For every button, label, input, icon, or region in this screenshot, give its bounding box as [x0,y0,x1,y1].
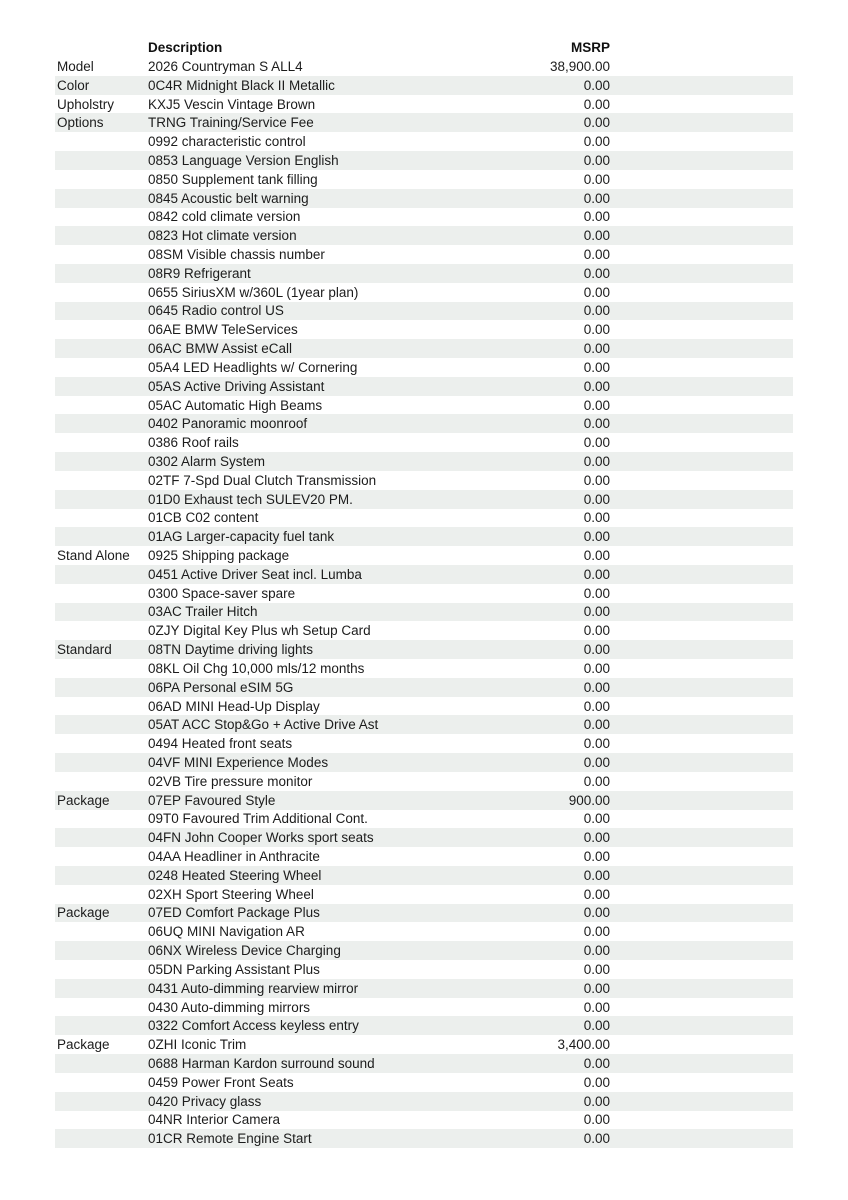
row-msrp: 0.00 [583,642,610,658]
table-row [55,283,793,302]
table-row [55,753,793,772]
row-description: 04VF MINI Experience Modes [148,754,329,770]
row-msrp: 0.00 [583,228,610,244]
row-description: 01CR Remote Engine Start [148,1131,312,1147]
row-msrp: 0.00 [583,303,610,319]
row-description: 02TF 7-Spd Dual Clutch Transmission [148,472,377,488]
table-row [55,320,793,339]
row-category: Color [57,77,90,93]
table-row [55,979,793,998]
vehicle-options-price-table [55,38,793,1148]
row-description: 05AC Automatic High Beams [148,397,323,413]
row-description: 04FN John Cooper Works sport seats [148,830,374,846]
row-msrp: 0.00 [583,548,610,564]
row-msrp: 0.00 [583,416,610,432]
row-msrp: 0.00 [583,623,610,639]
row-msrp: 0.00 [583,679,610,695]
table-row [55,715,793,734]
row-msrp: 0.00 [583,924,610,940]
row-msrp: 0.00 [583,1055,610,1071]
row-description: 0992 characteristic control [148,134,306,150]
table-row [55,151,793,170]
row-description: 07EP Favoured Style [148,792,276,808]
table-row [55,828,793,847]
row-msrp: 0.00 [583,717,610,733]
row-description: TRNG Training/Service Fee [148,115,314,131]
table-row [55,264,793,283]
row-description: KXJ5 Vescin Vintage Brown [148,96,316,112]
row-description: 04NR Interior Camera [148,1112,281,1128]
table-row [55,1054,793,1073]
row-description: 05DN Parking Assistant Plus [148,961,320,977]
row-msrp: 0.00 [583,980,610,996]
row-msrp: 0.00 [583,736,610,752]
row-description: 0688 Harman Kardon surround sound [148,1055,375,1071]
row-msrp: 0.00 [583,1112,610,1128]
row-msrp: 0.00 [583,999,610,1015]
row-msrp: 0.00 [583,529,610,545]
row-description: 08SM Visible chassis number [148,247,325,263]
row-category: Package [57,792,110,808]
row-msrp: 0.00 [583,453,610,469]
row-description: 0420 Privacy glass [148,1093,262,1109]
row-category: Model [57,58,94,74]
row-description: 0ZJY Digital Key Plus wh Setup Card [148,623,371,639]
table-row [55,509,793,528]
table-row [55,922,793,941]
row-category: Package [57,1037,110,1053]
table-row [55,621,793,640]
row-category: Standard [57,642,112,658]
row-description: 0459 Power Front Seats [148,1074,294,1090]
row-msrp: 0.00 [583,397,610,413]
table-row [55,1129,793,1148]
table-row [55,772,793,791]
row-msrp: 0.00 [583,905,610,921]
row-msrp: 0.00 [583,152,610,168]
row-msrp: 900.00 [568,792,610,808]
table-row [55,960,793,979]
row-description: 03AC Trailer Hitch [148,604,258,620]
row-msrp: 38,900.00 [549,58,610,74]
row-msrp: 0.00 [583,1131,610,1147]
table-row [55,584,793,603]
table-row [55,396,793,415]
row-description: 0431 Auto-dimming rearview mirror [148,980,359,996]
row-description: 06PA Personal eSIM 5G [148,679,294,695]
row-description: 0386 Roof rails [148,435,239,451]
row-msrp: 0.00 [583,961,610,977]
table-body [55,57,793,1148]
row-msrp: 0.00 [583,209,610,225]
row-msrp: 0.00 [583,491,610,507]
table-row [55,1016,793,1035]
row-description: 08TN Daytime driving lights [148,642,314,658]
table-row [55,208,793,227]
table-row [55,904,793,923]
table-row [55,490,793,509]
table-row [55,358,793,377]
table-row [55,603,793,622]
row-description: 05A4 LED Headlights w/ Cornering [148,359,358,375]
row-msrp: 0.00 [583,1074,610,1090]
row-msrp: 0.00 [583,77,610,93]
row-description: 01AG Larger-capacity fuel tank [148,529,335,545]
table-row [55,132,793,151]
row-description: 0823 Hot climate version [148,228,297,244]
msrp-column-header: MSRP [570,40,610,55]
table-row [55,95,793,114]
row-description: 06UQ MINI Navigation AR [148,924,305,940]
row-msrp: 0.00 [583,510,610,526]
table-row [55,866,793,885]
row-description: 04AA Headliner in Anthracite [148,849,320,865]
row-description: 05AT ACC Stop&Go + Active Drive Ast [148,717,379,733]
row-description: 0C4R Midnight Black II Metallic [148,77,335,93]
table-row [55,452,793,471]
row-description: 0302 Alarm System [148,453,266,469]
row-description: 0655 SiriusXM w/360L (1year plan) [148,284,359,300]
row-description: 05AS Active Driving Assistant [148,378,325,394]
table-row [55,640,793,659]
row-description: 0402 Panoramic moonroof [148,416,308,432]
table-row [55,1111,793,1130]
row-description: 0300 Space-saver spare [148,585,296,601]
row-description: 09T0 Favoured Trim Additional Cont. [148,811,368,827]
row-description: 06AE BMW TeleServices [148,322,298,338]
row-category: Package [57,905,110,921]
table-row [55,339,793,358]
row-msrp: 0.00 [583,322,610,338]
table-row [55,847,793,866]
row-msrp: 0.00 [583,811,610,827]
description-column-header: Description [148,40,223,55]
row-description: 0925 Shipping package [148,548,290,564]
row-msrp: 0.00 [583,472,610,488]
table-row [55,113,793,132]
row-msrp: 0.00 [583,943,610,959]
row-msrp: 0.00 [583,96,610,112]
row-msrp: 0.00 [583,698,610,714]
row-msrp: 0.00 [583,1018,610,1034]
row-description: 06AC BMW Assist eCall [148,341,293,357]
row-msrp: 0.00 [583,284,610,300]
row-description: 0451 Active Driver Seat incl. Lumba [148,566,362,582]
row-description: 0845 Acoustic belt warning [148,190,309,206]
table-row [55,189,793,208]
table-row [55,885,793,904]
row-msrp: 0.00 [583,359,610,375]
row-msrp: 0.00 [583,754,610,770]
table-row [55,226,793,245]
table-row [55,1073,793,1092]
row-msrp: 0.00 [583,190,610,206]
row-description: 0853 Language Version English [148,152,339,168]
row-description: 0645 Radio control US [148,303,284,319]
row-description: 2026 Countryman S ALL4 [148,58,303,74]
row-category: Stand Alone [57,548,130,564]
table-row [55,170,793,189]
row-category: Upholstry [57,96,115,112]
table-row [55,678,793,697]
table-row [55,471,793,490]
table-row [55,791,793,810]
table-row [55,1092,793,1111]
table-row [55,527,793,546]
row-description: 08KL Oil Chg 10,000 mls/12 months [148,660,365,676]
row-msrp: 0.00 [583,849,610,865]
row-description: 06NX Wireless Device Charging [148,943,341,959]
table-row [55,546,793,565]
row-description: 01D0 Exhaust tech SULEV20 PM. [148,491,353,507]
row-msrp: 0.00 [583,435,610,451]
table-row [55,998,793,1017]
row-msrp: 0.00 [583,171,610,187]
row-msrp: 0.00 [583,341,610,357]
table-row [55,734,793,753]
table-row [55,245,793,264]
row-msrp: 0.00 [583,604,610,620]
row-description: 0430 Auto-dimming mirrors [148,999,311,1015]
row-msrp: 0.00 [583,585,610,601]
row-description: 0494 Heated front seats [148,736,293,752]
row-description: 0248 Heated Steering Wheel [148,867,322,883]
row-msrp: 0.00 [583,1093,610,1109]
row-description: 02VB Tire pressure monitor [148,773,313,789]
row-description: 01CB C02 content [148,510,259,526]
row-description: 06AD MINI Head-Up Display [148,698,320,714]
row-msrp: 0.00 [583,115,610,131]
table-header-row [55,38,793,57]
row-description: 07ED Comfort Package Plus [148,905,320,921]
table-row [55,697,793,716]
table-row [55,1035,793,1054]
row-description: 0850 Supplement tank filling [148,171,318,187]
row-msrp: 0.00 [583,886,610,902]
row-description: 0842 cold climate version [148,209,301,225]
row-description: 0322 Comfort Access keyless entry [148,1018,359,1034]
table-row [55,433,793,452]
row-msrp: 0.00 [583,378,610,394]
row-msrp: 0.00 [583,134,610,150]
row-msrp: 0.00 [583,660,610,676]
row-msrp: 0.00 [583,773,610,789]
table-row [55,302,793,321]
table-row [55,414,793,433]
row-msrp: 0.00 [583,265,610,281]
table-row [55,810,793,829]
table-row [55,565,793,584]
table-row [55,377,793,396]
table-row [55,941,793,960]
row-msrp: 0.00 [583,867,610,883]
row-description: 02XH Sport Steering Wheel [148,886,314,902]
table-row [55,659,793,678]
table-row [55,76,793,95]
row-msrp: 0.00 [583,247,610,263]
row-msrp: 3,400.00 [557,1037,610,1053]
row-msrp: 0.00 [583,830,610,846]
row-description: 0ZHI Iconic Trim [148,1037,247,1053]
row-msrp: 0.00 [583,566,610,582]
row-description: 08R9 Refrigerant [148,265,251,281]
table-row [55,57,793,76]
row-category: Options [57,115,104,131]
